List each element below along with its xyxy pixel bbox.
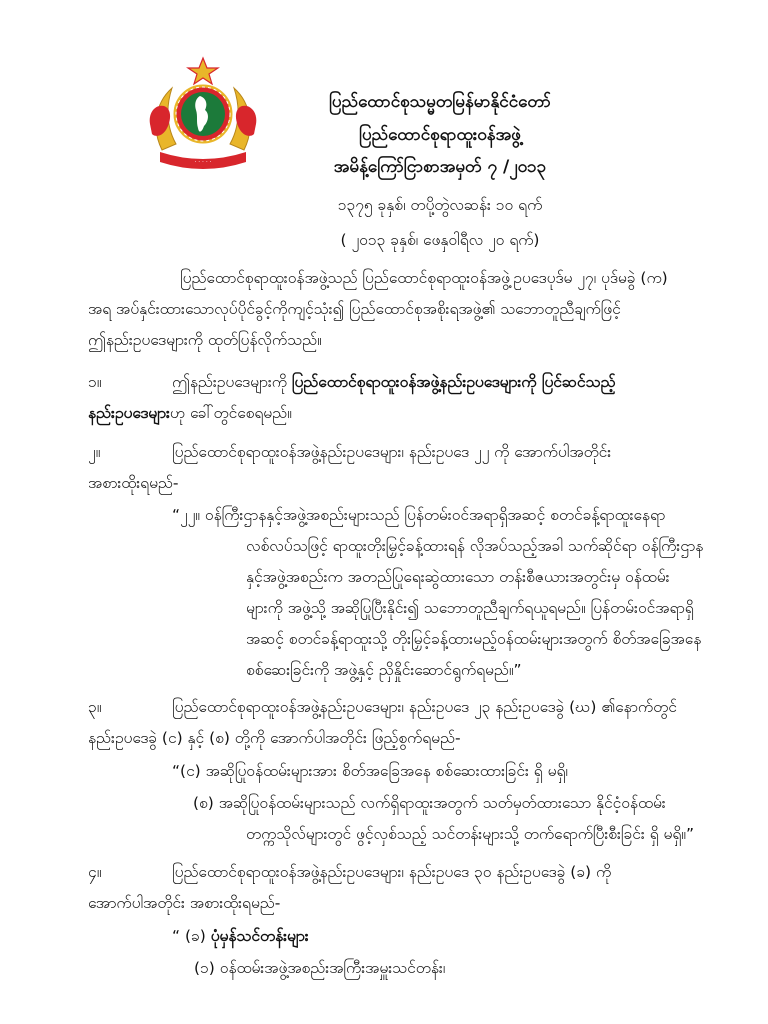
header-line-2: ပြည်ထောင်စုရာထူးဝန်အဖွဲ့ xyxy=(359,125,521,145)
section-3-number: ၃။ xyxy=(88,698,102,716)
section-4-line-2: အောက်ပါအတိုင်း အစားထိုးရမည်- xyxy=(88,894,281,912)
section-2-quote-3: နှင့်အဖွဲ့အစည်းက အတည်ပြုရေးဆွဲထားသော တန်းစီဇယားအတွင်းမှ ဝန်ထမ်း xyxy=(246,568,670,586)
section-4-sub-bold: ပုံမှန်သင်တန်းများ xyxy=(210,927,309,945)
section-1-title-bold-2: နည်းဥပဒေများ xyxy=(88,404,170,422)
date-myanmar: ၁၃၇၅ ခုနှစ်၊ တပို့တွဲလဆန်း ၁၀ ရက် xyxy=(337,196,543,214)
svg-text:· · · · ·: · · · · · xyxy=(194,159,212,166)
section-3-quote-3: တက္ကသိုလ်များတွင် ဖွင့်လှစ်သည့် သင်တန်းများသို့ တက်ရောက်ပြီးစီးခြင်း ရှိ မရှိ။” xyxy=(246,825,695,843)
section-4-sub-heading xyxy=(172,921,309,952)
section-2-quote-5: အဆင့် စတင်ခန့်ရာထူးသို့ တိုးမြှင့်ခန့်ထားမည့်ဝန်ထမ်းများအတွက် စိတ်အခြေအနေ xyxy=(246,630,702,648)
date-gregorian: ( ၂၀၁၃ ခုနှစ်၊ ဖေနှဝါရီလ ၂၀ ရက်) xyxy=(340,231,540,249)
section-2-line-1: ပြည်ထောင်စုရာထူးဝန်အဖွဲ့နည်းဥပဒေများ၊ နည်းဥပဒေ ၂၂ ကို အောက်ပါအတိုင်း xyxy=(172,443,612,461)
header-line-1: ပြည်ထောင်စုသမ္မတမြန်မာနိုင်ငံတော် xyxy=(329,92,551,112)
section-2-quote-4: များကို အဖွဲ့သို့ အဆိုပြုပြီးနိုင်း၍ သဘောတူညီချက်ရယူရမည်။ ပြန်တမ်းဝင်အရာရှိ xyxy=(246,599,694,617)
section-3-quote-1: “(င) အဆိုပြုဝန်ထမ်းများအား စိတ်အခြေအနေ စစ်ဆေးထားခြင်း ရှိ မရှိ၊ xyxy=(172,762,568,780)
section-3-line-2: နည်းဥပဒေခွဲ (င) နှင့် (စ) တို့ကို အောက်ပါအတိုင်း ဖြည့်စွက်ရမည်- xyxy=(88,729,461,747)
section-2-line-2: အစားထိုးရမည်- xyxy=(88,474,179,492)
section-4-number: ၄။ xyxy=(88,863,102,881)
section-2-quote-2: လစ်လပ်သဖြင့် ရာထူးတိုးမြှင့်ခန့်ထားရန် လိုအပ်သည့်အခါ သက်ဆိုင်ရာ ဝန်ကြီးဌာန xyxy=(246,537,704,555)
intro-line-2: အရ အပ်နှင်းထားသောလုပ်ပိုင်ခွင့်ကိုကျင့်သုံး၍ ပြည်ထောင်စုအစိုးရအဖွဲ့၏ သဘောတူညီချက်ဖြင့် xyxy=(88,300,621,318)
section-1-line-2 xyxy=(88,398,292,429)
section-3-quote-2: (စ) အဆိုပြုဝန်ထမ်းများသည် လက်ရှိရာထူးအတွက် သတ်မှတ်ထားသော နိုင်ငံ့ဝန်ထမ်း xyxy=(193,794,666,812)
section-1-line-1 xyxy=(172,367,615,398)
section-1-text-2: ဟု ခေါ်တွင်စေရမည်။ xyxy=(169,404,292,422)
section-1-title-bold: ပြည်ထောင်စုရာထူးဝန်အဖွဲ့နည်းဥပဒေများကို ပြင်ဆင်သည့် xyxy=(291,373,616,391)
section-1-text: ဤနည်းဥပဒေများကို xyxy=(172,373,292,391)
intro-line-1: ပြည်ထောင်စုရာထူးဝန်အဖွဲ့သည် ပြည်ထောင်စုရာထူးဝန်အဖွဲ့ဥပဒေပုဒ်မ ၂၇၊ ပုဒ်မခွဲ (က) xyxy=(180,269,668,287)
section-2-quote-6: စစ်ဆေးခြင်းကို အဖွဲ့နှင့် ညှိနှိုင်းဆောင်ရွက်ရမည်။” xyxy=(246,661,522,679)
section-4-sub-open: “ (ခ) xyxy=(172,927,211,945)
intro-line-3: ဤနည်းဥပဒေများကို ထုတ်ပြန်လိုက်သည်။ xyxy=(88,331,322,349)
section-4-line-1: ပြည်ထောင်စုရာထူးဝန်အဖွဲ့နည်းဥပဒေများ၊ နည်းဥပဒေ ၃၀ နည်းဥပဒေခွဲ (ခ) ကို xyxy=(172,863,612,881)
section-2-quote-1: “၂၂။ ဝန်ကြီးဌာနနှင့်အဖွဲ့အစည်းများသည် ပြန်တမ်းဝင်အရာရှိအဆင့် စတင်ခန့်ရာထူးနေရာ xyxy=(172,506,666,524)
section-4-item-1: (၁) ဝန်ထမ်းအဖွဲ့အစည်းအကြီးအမှူးသင်တန်း၊ xyxy=(194,959,446,977)
section-3-line-1: ပြည်ထောင်စုရာထူးဝန်အဖွဲ့နည်းဥပဒေများ၊ နည်းဥပဒေ ၂၃ နည်းဥပဒေခွဲ (ဃ) ၏နောက်တွင် xyxy=(172,698,677,716)
section-2-number: ၂။ xyxy=(88,443,101,461)
section-1-number: ၁။ xyxy=(88,373,102,391)
order-number: အမိန့်ကြော်ငြာစာအမှတ် ၇ /၂၀၁၃ xyxy=(333,157,547,177)
